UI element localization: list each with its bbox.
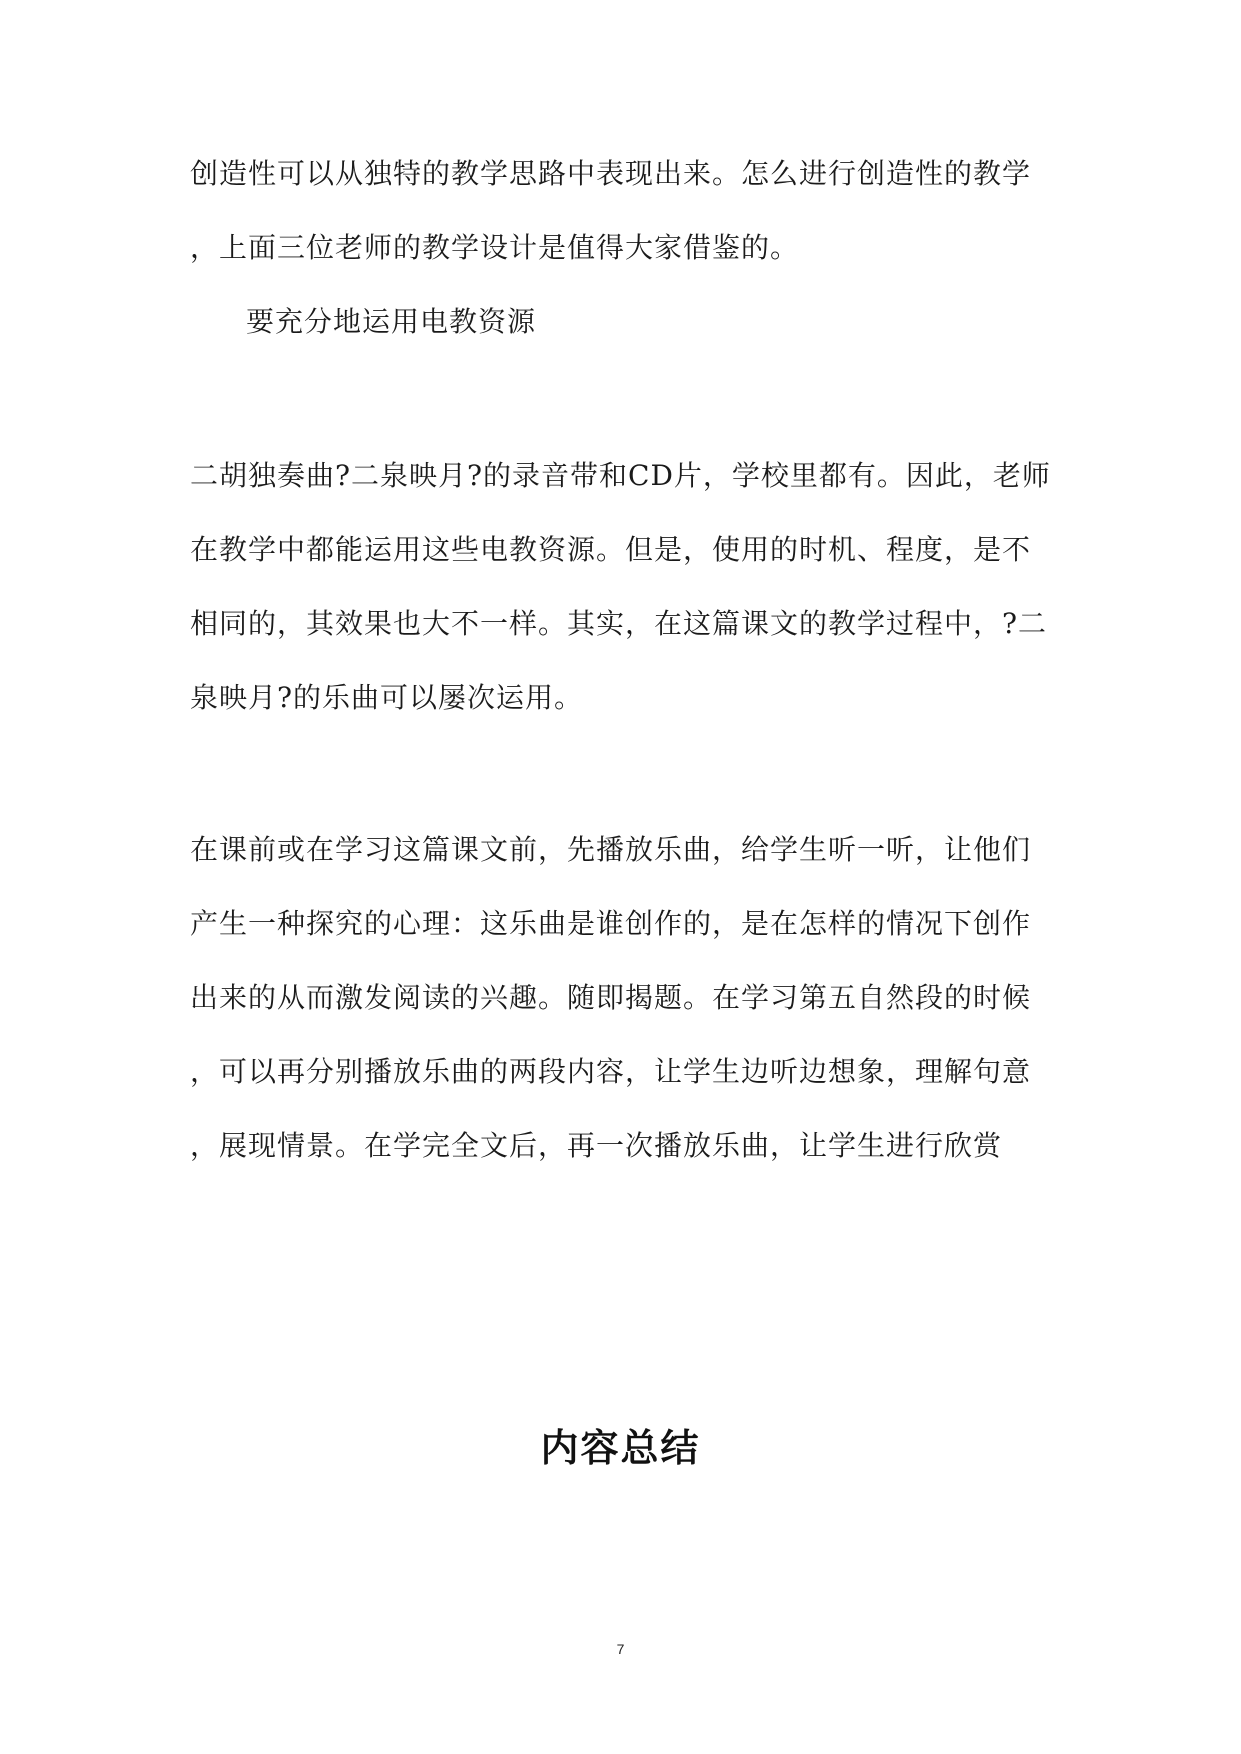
paragraph-3-line-3: 出来的从而激发阅读的兴趣。随即揭题。在学习第五自然段的时候: [190, 981, 1032, 1014]
paragraph-3-line-2: 产生一种探究的心理：这乐曲是谁创作的，是在怎样的情况下创作: [190, 907, 1032, 940]
section-subheading: 要充分地运用电教资源: [246, 305, 537, 338]
paragraph-2-line-2: 在教学中都能运用这些电教资源。但是，使用的时机、程度，是不: [190, 533, 1032, 566]
paragraph-2-line-4: 泉映月?的乐曲可以屡次运用。: [190, 681, 584, 714]
paragraph-1-line-2: ，上面三位老师的教学设计是值得大家借鉴的。: [190, 231, 800, 264]
paragraph-3-line-5: ，展现情景。在学完全文后，再一次播放乐曲，让学生进行欣赏: [190, 1129, 1003, 1162]
summary-heading: 内容总结: [540, 1426, 701, 1470]
page-number: 7: [616, 1641, 625, 1657]
paragraph-2-line-1: 二胡独奏曲?二泉映月?的录音带和CD片，学校里都有。因此，老师: [190, 459, 1051, 492]
paragraph-1-line-1: 创造性可以从独特的教学思路中表现出来。怎么进行创造性的教学: [190, 157, 1032, 190]
paragraph-3-line-1: 在课前或在学习这篇课文前，先播放乐曲，给学生听一听，让他们: [190, 833, 1032, 866]
paragraph-3-line-4: ，可以再分别播放乐曲的两段内容，让学生边听边想象，理解句意: [190, 1055, 1032, 1088]
paragraph-2-line-3: 相同的，其效果也大不一样。其实，在这篇课文的教学过程中，?二: [190, 607, 1048, 640]
